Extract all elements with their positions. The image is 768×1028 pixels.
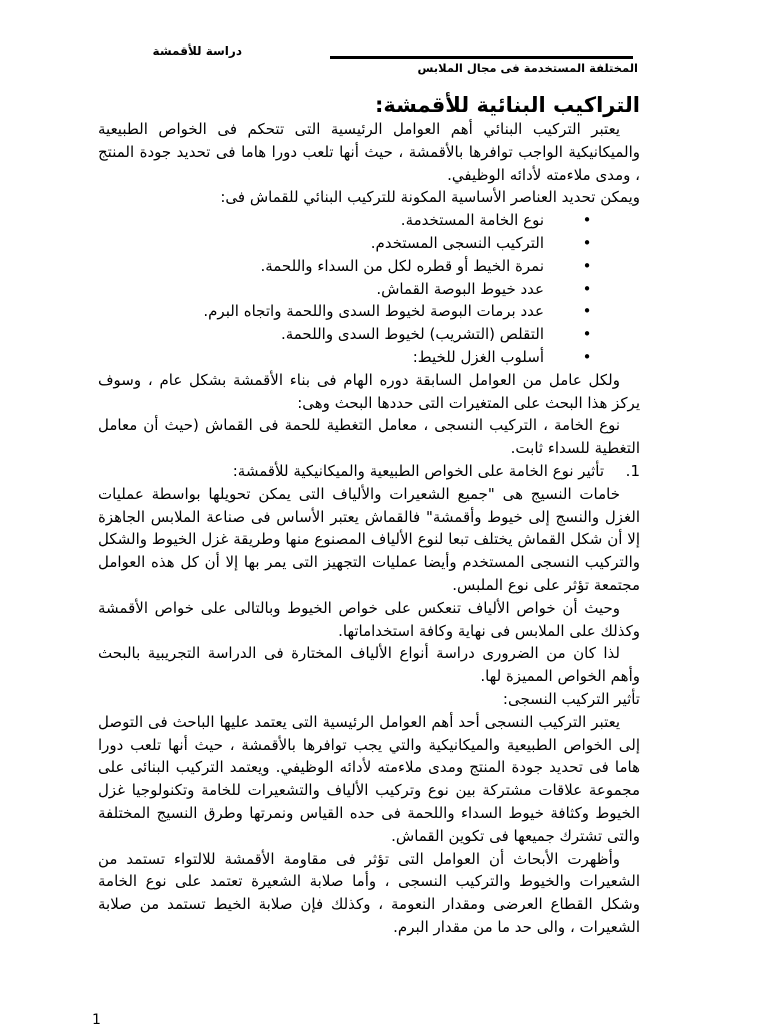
weave-paragraph: يعتبر التركيب النسجى أحد أهم العوامل الرئيسية التى يعتمد عليها الباحث فى التوصل إلى الخواص الطبيعية والميكانيكية والتي يجب توافرها بالأقمشة ، حيث أنها تلعب دورا هاما فى تحديد جودة المنتج ومدى ملاءمته لأدائه الوظيفي. ويعتمد التركيب البنائى على مجموعة علاقات مشتركة بين نوع وتركيب الألياف والتشعيرات للخامة وتكنولوجيا غزل الخيوط وكثافة خيوط السداء واللحمة فى حده القياس ونمرتها وطرق النسيج المختلفة والتى تشترك جميعها فى تكوين القماش. (98, 712, 640, 845)
bullet-icon: • (582, 256, 592, 275)
list-item: • نمرة الخيط أو قطره لكل من السداء واللحمة. (98, 255, 640, 278)
numbered-heading-text: تأثير نوع الخامة على الخواص الطبيعية والميكانيكية للأقمشة: (232, 461, 604, 480)
materials-paragraph: وحيث أن خواص الألياف تنعكس على خواص الخيوط وبالتالى على خواص الأقمشة وكذلك على الملابس فى نهاية وكافة استخداماتها. (98, 598, 640, 640)
document-body (98, 92, 640, 939)
bullet-icon: • (582, 302, 592, 321)
materials-paragraph: لذا كان من الضرورى دراسة أنواع الألياف المختارة فى الدراسة التجريبية بالبحث وأهم الخواص المميزة لها. (98, 644, 640, 686)
header-right-title: المختلفة المستخدمة فى مجال الملابس (417, 61, 638, 75)
list-item: • أسلوب الغزل للخيط: (98, 346, 640, 369)
materials-paragraph: خامات النسيج هى "جميع الشعيرات والألياف التى يمكن تحويلها بواسطة عمليات الغزل والنسج إلى خيوط وأقمشة" فالقماش يعتبر الأساس فى صناعة الملابس الجاهزة إلا أن شكل القماش يختلف تبعا لنوع الألياف المصنوع منها وطريقة غزل الخيوط والشكل والتركيب النسجى المستخدم وأيضا عمليات التجهيز التى يمر بها إلا أن كل هذه العوامل مجتمعة تؤثر على نوع الملبس. (98, 484, 640, 594)
list-item: • نوع الخامة المستخدمة. (98, 209, 640, 232)
factors-paragraph: ولكل عامل من العوامل السابقة دوره الهام فى بناء الأقمشة بشكل عام ، وسوف يركز هذا البحث على المتغيرات التى حددها البحث وهى: (98, 370, 640, 412)
list-item: • التقلص (التشريب) لخيوط السدى واللحمة. (98, 323, 640, 346)
bullet-icon: • (582, 233, 592, 252)
bullet-icon: • (582, 211, 592, 230)
structure-elements-list (98, 209, 640, 369)
list-item: • عدد برمات البوصة لخيوط السدى واللحمة واتجاه البرم. (98, 300, 640, 323)
section-title: التراكيب البنائية للأقمشة: (374, 93, 640, 117)
bullet-icon: • (582, 279, 592, 298)
page-number: 1 (92, 1012, 101, 1028)
list-item: • التركيب النسجى المستخدم. (98, 232, 640, 255)
intro-paragraph: يعتبر التركيب البنائي أهم العوامل الرئيسية التى تتحكم فى الخواص الطبيعية والميكانيكية الواجب توافرها بالأقمشة ، حيث أنها تلعب دورا هاما فى تحديد جودة المنتج ، ومدى ملاءمته لأدائه الوظيفي. (98, 120, 640, 184)
bullet-icon: • (582, 347, 592, 366)
item-number: 1. (625, 461, 640, 480)
weave-heading: تأثير التركيب النسجى: (502, 689, 640, 708)
numbered-heading (98, 460, 640, 483)
weave-paragraph: وأظهرت الأبحاث أن العوامل التى تؤثر فى مقاومة الأقمشة للالتواء تستمد من الشعيرات والخيوط والتركيب النسجى ، وأما صلابة الشعيرة تعتمد على نوع الخامة وشكل القطاع العرضى ومقدار النعومة ، وكذلك فإن صلابة الخيط تستمد من صلابة الشعيرات ، والى حد ما من مقدار البرم. (98, 849, 640, 936)
bullet-icon: • (582, 325, 592, 344)
header-rule (330, 56, 633, 59)
variables-paragraph: نوع الخامة ، التركيب النسجى ، معامل التغطية للحمة فى القماش (حيث أن معامل التغطية للسداء ثابت. (98, 416, 640, 458)
list-item: • عدد خيوط البوصة القماش. (98, 278, 640, 301)
header-left-title: دراسة للأقمشة (152, 44, 242, 58)
intro-paragraph: ويمكن تحديد العناصر الأساسية المكونة للتركيب البنائي للقماش فى: (220, 188, 640, 207)
